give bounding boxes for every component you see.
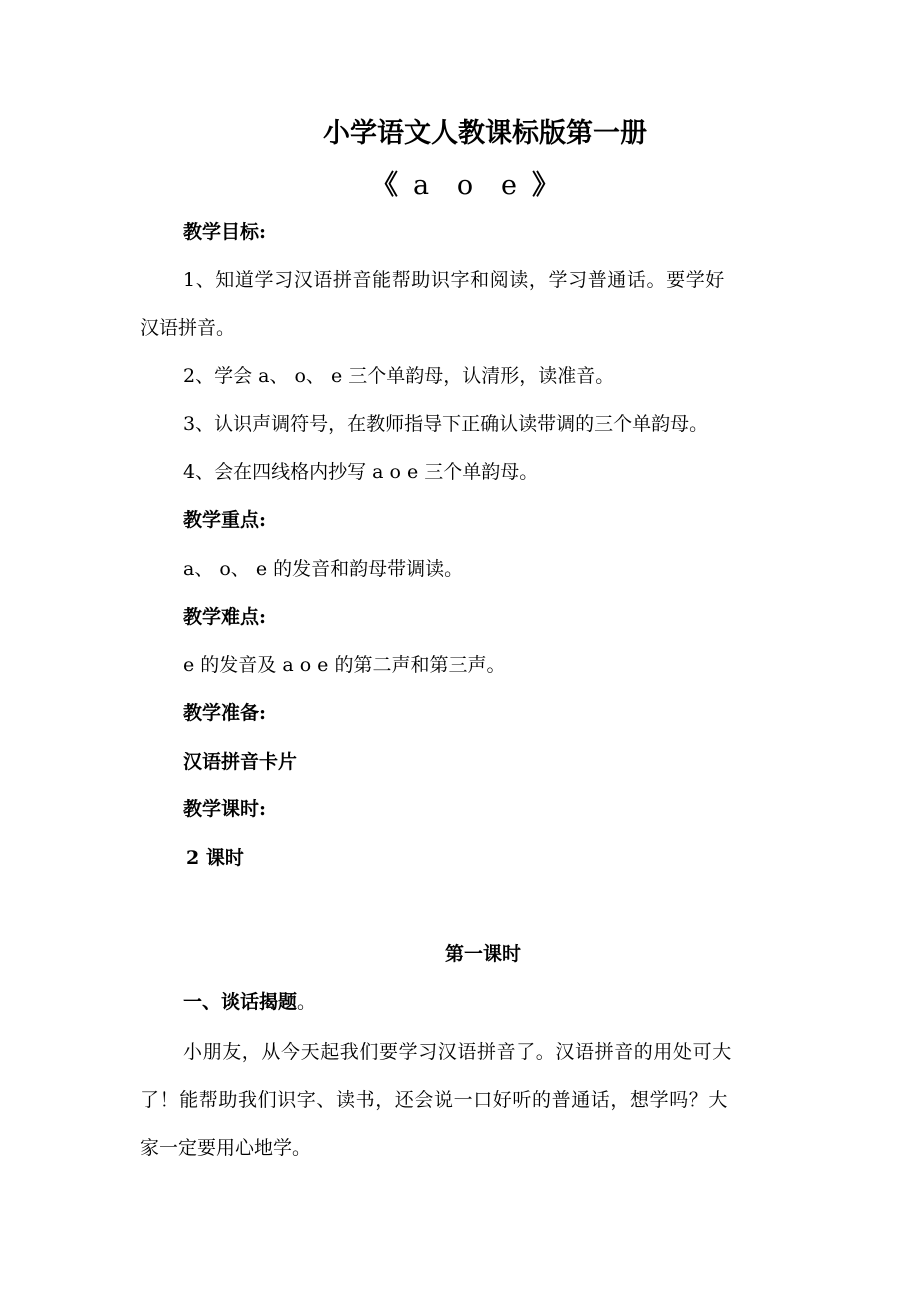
goal-4: 4、会在四线格内抄写 a o e 三个单韵母。: [183, 461, 539, 483]
key-points-heading: 教学重点:: [183, 509, 267, 531]
section-1-title: 一、谈话揭题: [183, 991, 298, 1013]
paragraph-line-2: 了！能帮助我们识字、读书，还会说一口好听的普通话，想学吗？大: [140, 1089, 729, 1111]
subtitle-close-bracket: 》: [532, 170, 561, 201]
subtitle-letter-e: e: [501, 170, 519, 201]
subtitle-letter-a: a: [412, 170, 432, 201]
section-1-period: 。: [297, 991, 317, 1013]
paragraph-line-1: 小朋友，从今天起我们要学习汉语拼音了。汉语拼音的用处可大: [183, 1041, 732, 1063]
difficulty-text: e 的发音及 a o e 的第二声和第三声。: [183, 654, 506, 676]
goal-1-line-1: 1、知道学习汉语拼音能帮助识字和阅读，学习普通话。要学好: [183, 269, 725, 291]
goals-heading: 教学目标:: [183, 221, 267, 243]
class-hours-heading: 教学课时:: [183, 798, 267, 820]
goal-2: 2、学会 a、 o、 e 三个单韵母，认清形，读准音。: [183, 365, 615, 387]
document-subtitle: [140, 170, 780, 202]
difficulty-heading: 教学难点:: [183, 606, 267, 628]
lesson-heading: 第一课时: [444, 943, 521, 965]
class-hours-text: 2 课时: [186, 847, 244, 869]
subtitle-letter-o: o: [456, 170, 476, 201]
preparation-text: 汉语拼音卡片: [183, 751, 298, 773]
preparation-heading: 教学准备:: [183, 702, 267, 724]
paragraph-line-3: 家一定要用心地学。: [140, 1137, 312, 1159]
goal-3: 3、认识声调符号，在教师指导下正确认读带调的三个单韵母。: [183, 413, 709, 435]
key-points-text: a、 o、 e 的发音和韵母带调读。: [183, 558, 464, 580]
subtitle-open-bracket: 《: [371, 170, 400, 201]
goal-1-line-2: 汉语拼音。: [140, 317, 236, 339]
document-title: 小学语文人教课标版第一册: [323, 118, 647, 149]
section-1-heading: [183, 990, 316, 1014]
